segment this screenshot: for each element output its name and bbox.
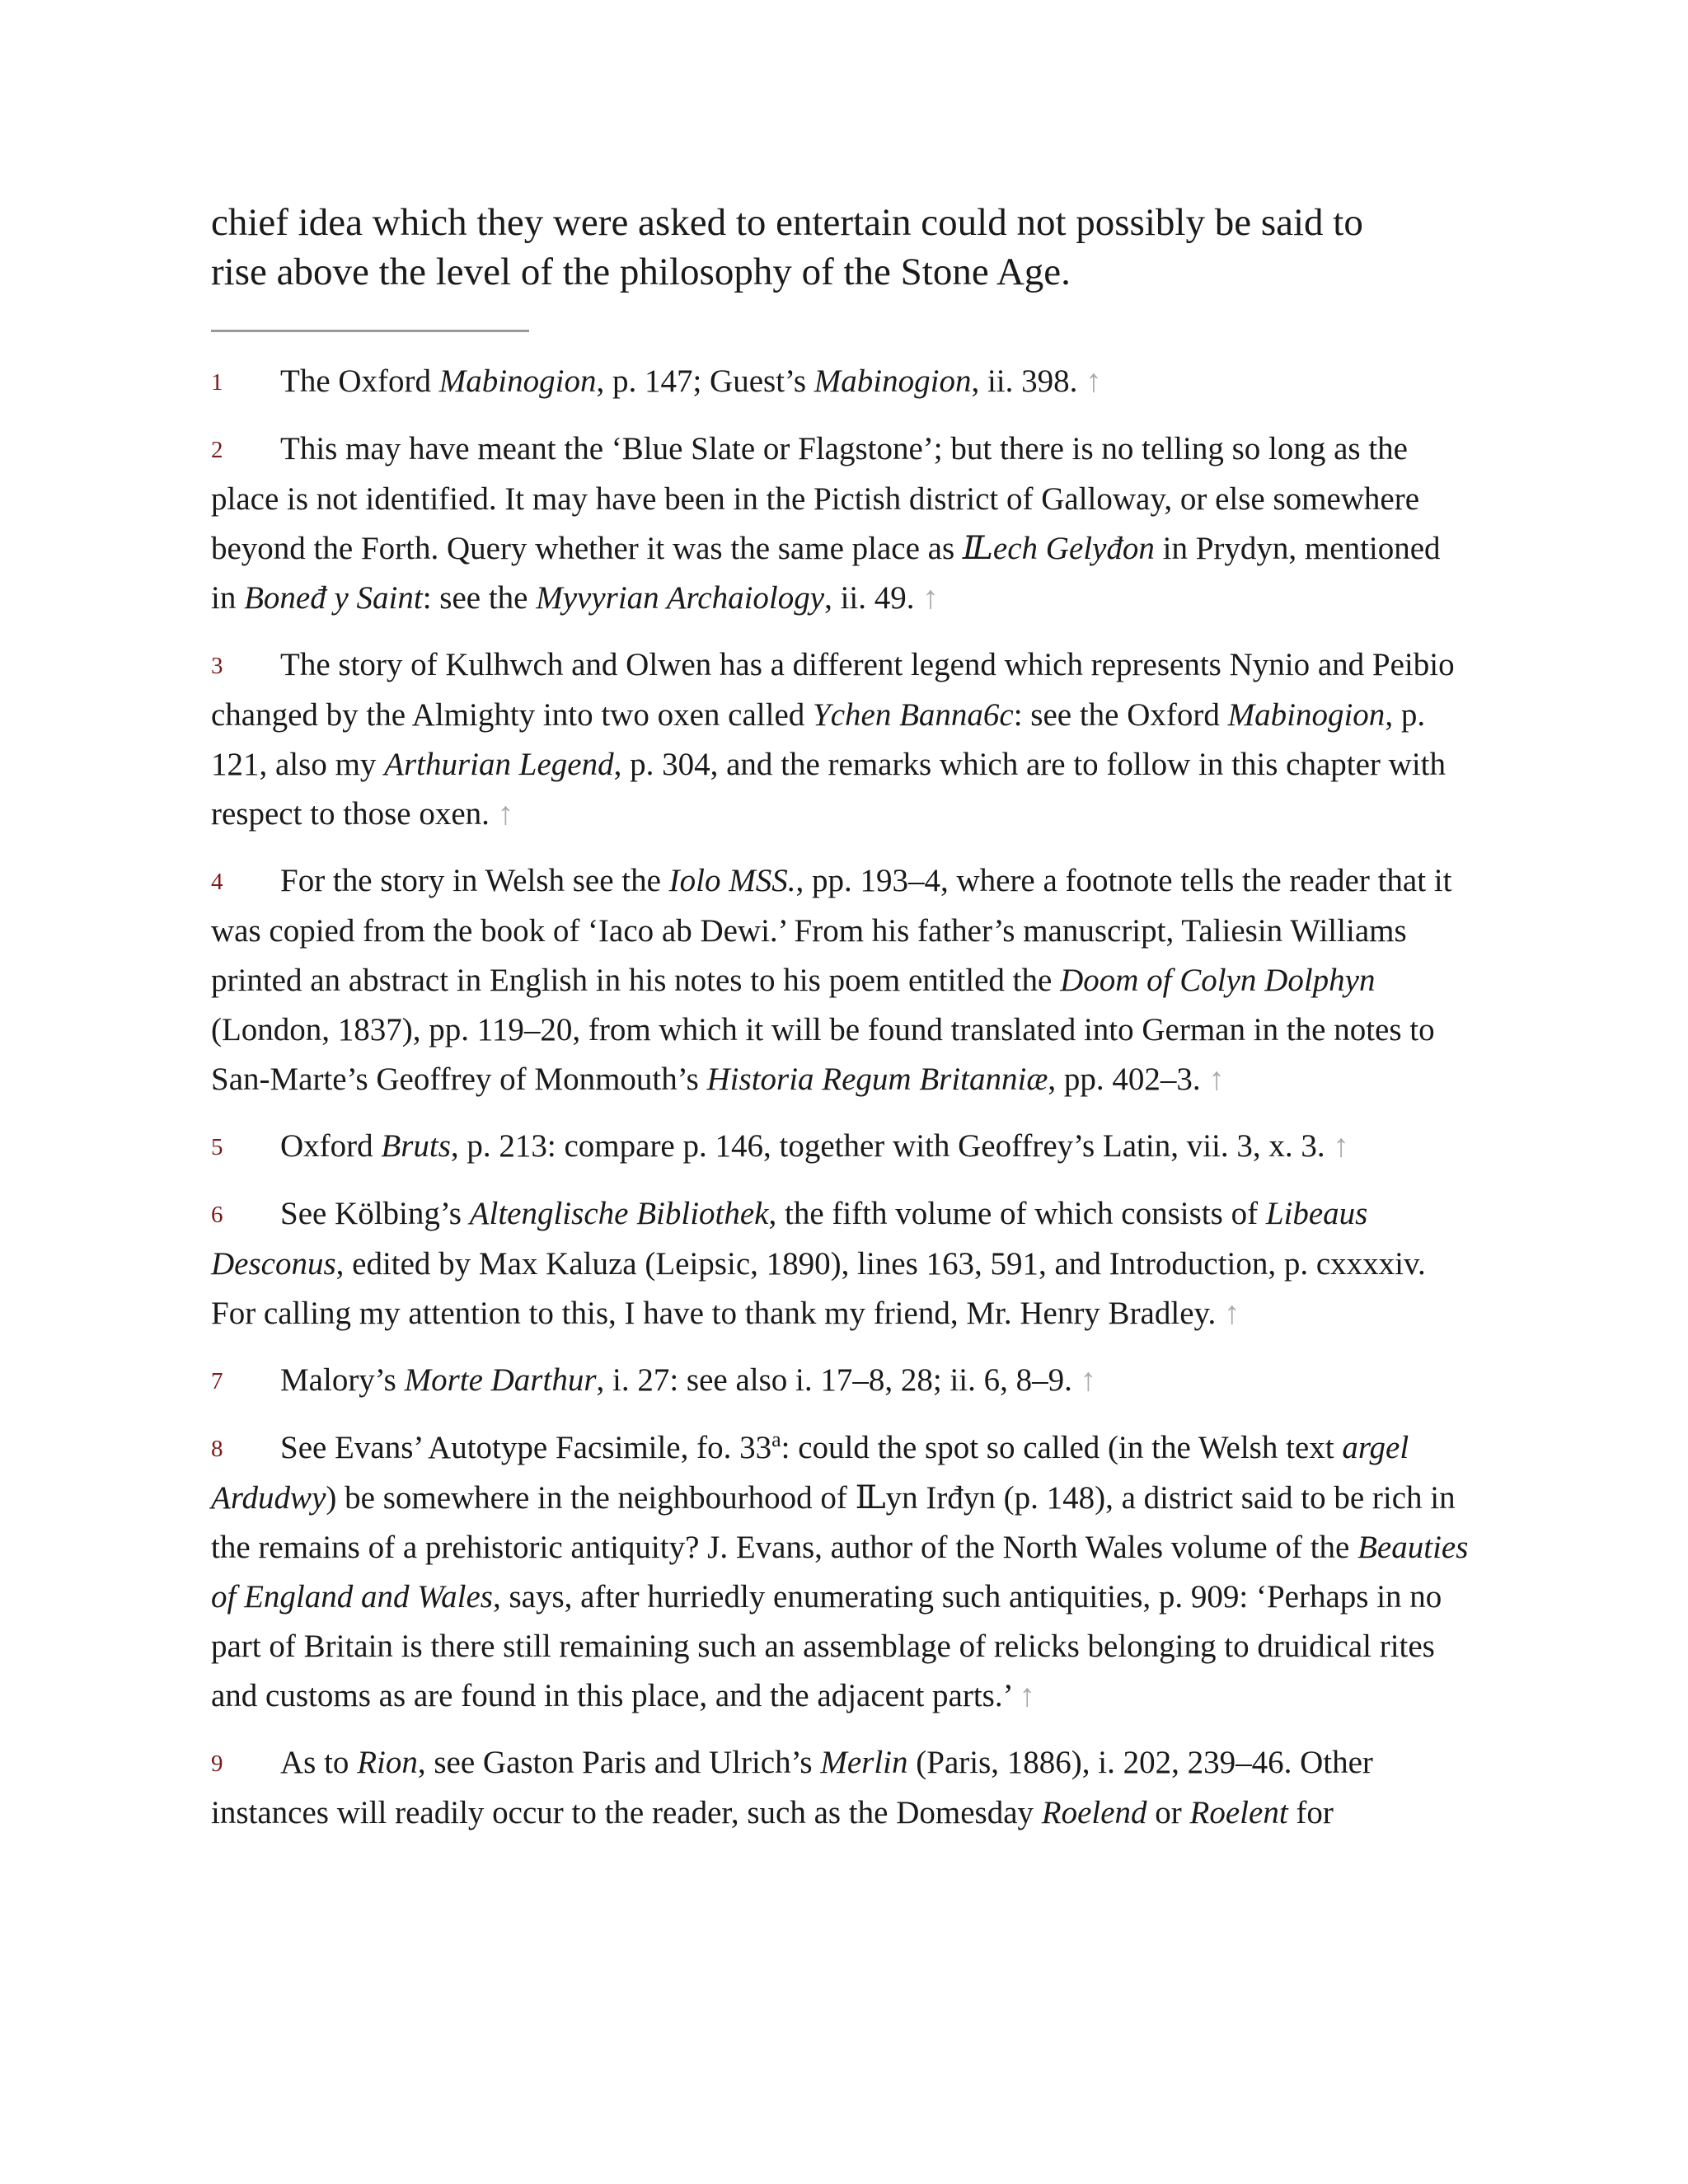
footnote-title-italic: Iolo MSS. [668, 863, 796, 898]
footnote-text: , see Gaston Paris and Ulrich’s [417, 1745, 821, 1780]
footnote-text: a [771, 1427, 781, 1451]
body-paragraph [211, 198, 1472, 297]
footnote-text: , the fifth volume of which consists of [768, 1196, 1266, 1231]
footnote-title-italic: Roelend [1041, 1795, 1147, 1830]
footnote-text: As to [280, 1745, 358, 1780]
footnote-title-italic: Mabinogion [1227, 697, 1386, 733]
footnote-number[interactable]: 6 [211, 1202, 223, 1228]
footnote-title-italic: Historia Regum Britanniæ [706, 1062, 1048, 1097]
footnote-number[interactable]: 4 [211, 869, 223, 895]
footnote-backlink-arrow-icon[interactable]: ↑ [1333, 1128, 1349, 1164]
footnote-title-italic: Morte Darthur [404, 1362, 597, 1398]
footnote-backlink-arrow-icon[interactable]: ↑ [1208, 1062, 1225, 1097]
footnote-text: : see the [422, 580, 537, 616]
footnote-text: For the story in Welsh see the [280, 863, 669, 898]
footnote-text: (London, 1837), pp. 119–20, from which it will be found translated into German in the notes to San-Marte’s Geoffrey of Monmouth’s [211, 1012, 1435, 1097]
footnote-text: or [1146, 1795, 1190, 1830]
footnote-title-italic: Boneđ y Saint [244, 580, 423, 616]
footnote-number[interactable]: 2 [211, 437, 223, 463]
footnote-1 [211, 357, 1472, 407]
footnote-backlink-arrow-icon[interactable]: ↑ [1019, 1678, 1035, 1713]
footnote-text: , pp. 193–4, where a footnote tells the reader that it was copied from the book of ‘Iaco ab Dewi.’ From his father’s manuscript, Taliesin Williams printed an abstract in English in his notes to his poem entitled the [211, 863, 1452, 998]
footnote-text: See Kölbing’s [280, 1196, 470, 1231]
footnote-title-italic: Myvyrian Archaiology [536, 580, 825, 616]
footnote-text: , p. 304, and the remarks which are to follow in this chapter with respect to those oxen. [211, 747, 1447, 832]
footnote-title-italic: Ỻech Gelyđon [962, 531, 1155, 566]
footnote-title-italic: Mabinogion [438, 363, 597, 399]
footnote-title-italic: Mabinogion [814, 363, 972, 399]
footnote-text: , p. 213: compare p. 146, together with Geoffrey’s Latin, vii. 3, x. 3. [450, 1128, 1325, 1164]
body-line-2: rise above the level of the philosophy of the Stone Age. [211, 251, 1071, 293]
footnote-text: The story of Kulhwch and Olwen has a different legend which represents Nynio and Peibio changed by the Almighty into two oxen called [211, 647, 1455, 733]
footnote-5 [211, 1122, 1472, 1172]
footnote-title-italic: Ychen Banna6c [813, 697, 1014, 733]
footnote-text: This may have meant the ‘Blue Slate or Flagstone’; but there is no telling so long as the place is not identified. It may have been in the Pictish district of Galloway, or else somewhere beyond the Forth. Query whether it was the same place as [211, 431, 1420, 566]
footnote-title-italic: Merlin [820, 1745, 908, 1780]
footnote-7 [211, 1356, 1472, 1406]
footnote-text: Oxford [280, 1128, 382, 1164]
footnote-6 [211, 1189, 1472, 1338]
footnote-title-italic: Rion [357, 1745, 418, 1780]
body-line-1: chief idea which they were asked to entertain could not possibly be said to [211, 201, 1363, 244]
footnote-title-italic: Beauties of England and Wales [211, 1530, 1469, 1615]
footnote-number[interactable]: 7 [211, 1368, 223, 1394]
footnote-title-italic: Altenglische Bibliothek [469, 1196, 769, 1231]
footnote-text: (Paris, 1886), i. 202, 239–46. Other instances will readily occur to the reader, such as the Domesday [211, 1745, 1373, 1830]
footnote-number[interactable]: 8 [211, 1436, 223, 1462]
footnote-text: : could the spot so called (in the Welsh text [781, 1430, 1343, 1465]
footnote-title-italic: Bruts [381, 1128, 451, 1164]
footnote-9 [211, 1738, 1472, 1838]
footnote-text: , pp. 402–3. [1048, 1062, 1201, 1097]
footnote-text: , ii. 49. [824, 580, 915, 616]
footnote-text: , p. 121, also my [211, 697, 1426, 782]
footnote-text: , i. 27: see also i. 17–8, 28; ii. 6, 8–9. [596, 1362, 1072, 1398]
footnote-number[interactable]: 1 [211, 369, 223, 396]
footnote-text: Malory’s [280, 1362, 405, 1398]
footnote-title-italic: Roelent [1189, 1795, 1288, 1830]
footnotes-list [211, 357, 1472, 1838]
footnote-backlink-arrow-icon[interactable]: ↑ [497, 796, 514, 832]
footnote-text: , p. 147; Guest’s [596, 363, 814, 399]
footnote-title-italic: Arthurian Legend [384, 747, 614, 782]
footnote-text: ) be somewhere in the neighbourhood of Ỻyn Irđyn (p. 148), a district said to be rich in the remains of a prehistoric antiquity? J. Evans, author of the North Wales volume of the [211, 1480, 1456, 1565]
footnote-number[interactable]: 5 [211, 1134, 223, 1160]
footnote-text: , says, after hurriedly enumerating such antiquities, p. 909: ‘Perhaps in no part of Britain is there still remaining such an assemblage of relicks belonging to druidical rites and customs as are found in this place, and the adjacent parts.’ [211, 1579, 1442, 1713]
footnote-2 [211, 424, 1472, 623]
footnote-8 [211, 1423, 1472, 1721]
footnote-text: for [1287, 1795, 1334, 1830]
footnote-number[interactable]: 3 [211, 653, 223, 679]
footnote-backlink-arrow-icon[interactable]: ↑ [922, 580, 939, 616]
footnote-text: in Prydyn, mentioned in [211, 531, 1441, 616]
footnote-title-italic: Libeaus Desconus [211, 1196, 1368, 1282]
footnote-4 [211, 856, 1472, 1104]
footnote-title-italic: argel Ardudwy [211, 1430, 1409, 1516]
footnote-3 [211, 640, 1472, 839]
footnote-title-italic: Doom of Colyn Dolphyn [1060, 963, 1376, 998]
footnote-text: The Oxford [280, 363, 439, 399]
footnote-text: See Evans’ Autotype Facsimile, fo. 33 [280, 1430, 772, 1465]
footnote-number[interactable]: 9 [211, 1750, 223, 1777]
footnote-text: : see the Oxford [1013, 697, 1228, 733]
footnote-backlink-arrow-icon[interactable]: ↑ [1085, 363, 1102, 399]
footnote-backlink-arrow-icon[interactable]: ↑ [1223, 1296, 1240, 1331]
footnote-text: , edited by Max Kaluza (Leipsic, 1890), lines 163, 591, and Introduction, p. cxxxxiv. For calling my attention to this, I have to thank my friend, Mr. Henry Bradley. [211, 1246, 1426, 1331]
footnote-text: , ii. 398. [971, 363, 1078, 399]
footnote-backlink-arrow-icon[interactable]: ↑ [1080, 1362, 1097, 1398]
page-content [211, 198, 1472, 1855]
footnote-separator [211, 330, 529, 332]
